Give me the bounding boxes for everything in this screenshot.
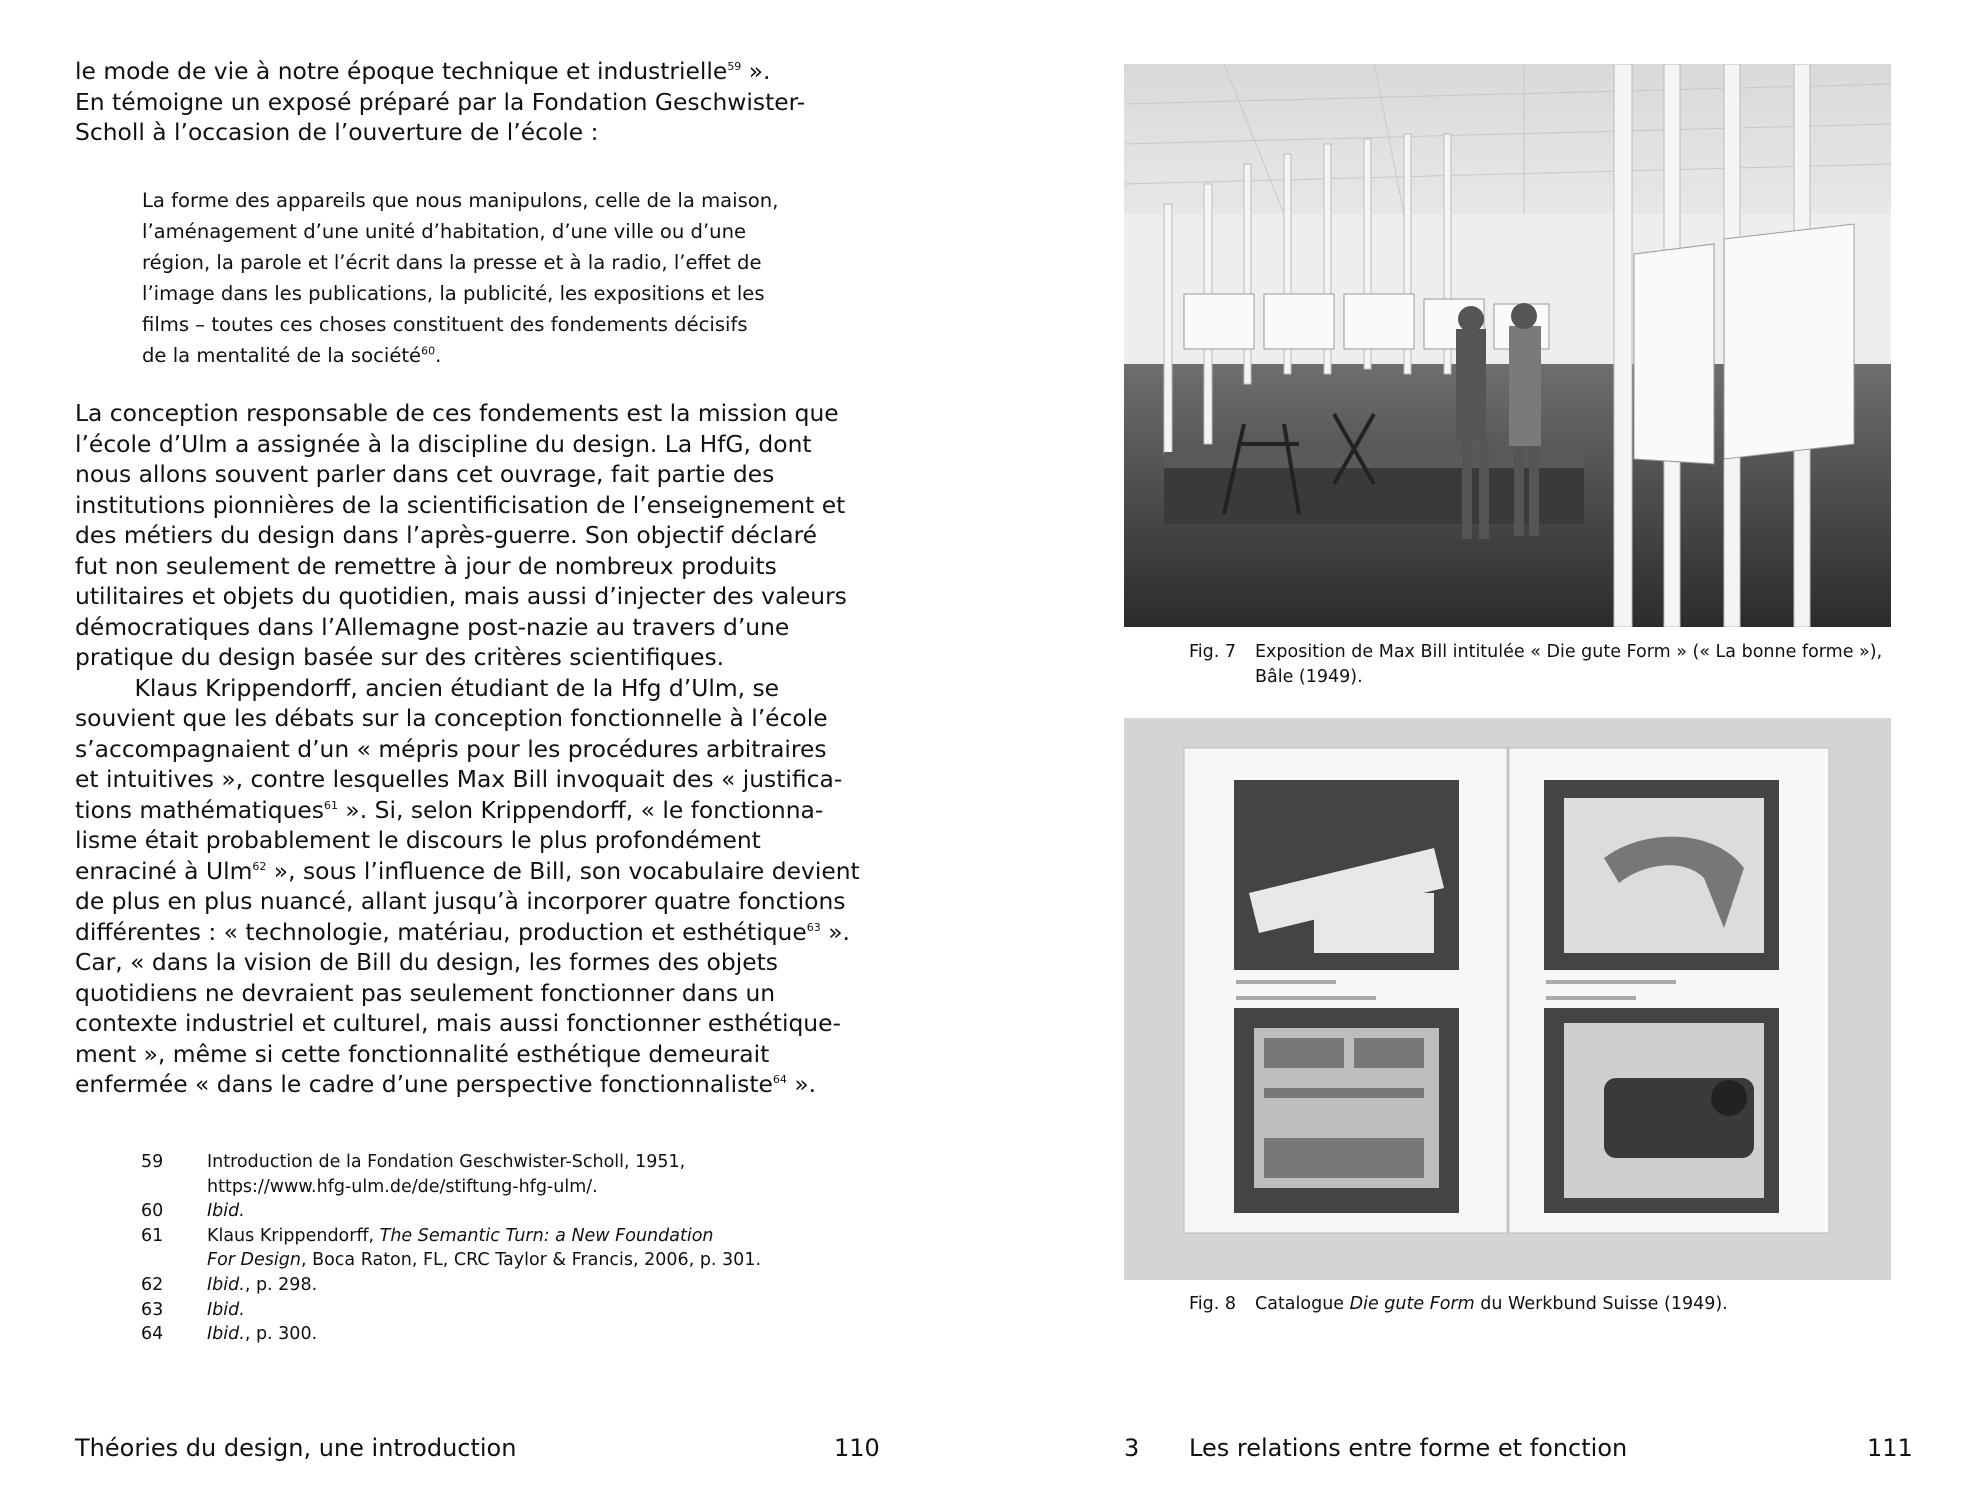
- footnote: 63 Ibid.: [141, 1298, 841, 1323]
- exhibition-photo-illustration: [1124, 64, 1891, 627]
- text-line: lisme était probablement le discours le plus profondément: [75, 826, 761, 854]
- quote-line: l’image dans les publications, la publicité, les expositions et les: [142, 282, 765, 305]
- text-line: souvient que les débats sur la conception fonctionnelle à l’école: [75, 704, 828, 732]
- figure-caption: Fig. 8 Catalogue Die gute Form du Werkbund Suisse (1949).: [1189, 1292, 1728, 1317]
- quote-line: région, la parole et l’écrit dans la presse et à la radio, l’effet de: [142, 251, 762, 274]
- footnote: 64 Ibid., p. 300.: [141, 1322, 841, 1347]
- text-line: Klaus Krippendorff, ancien étudiant de la Hfg d’Ulm, se: [75, 673, 780, 702]
- text-line: La conception responsable de ces fondements est la mission que: [75, 399, 839, 427]
- figure-caption-continuation: [1189, 665, 1363, 690]
- catalogue-photo: [1124, 718, 1891, 1280]
- figure-label: Fig. 8: [1189, 1294, 1237, 1314]
- footnote-ref[interactable]: 62: [252, 859, 267, 873]
- text-line: enfermée « dans le cadre d’une perspective fonctionnaliste$^{64}$ ».: [75, 1070, 817, 1098]
- text-line: pratique du design basée sur des critères scientifiques.: [75, 643, 725, 671]
- footnote-link[interactable]: https://www.hfg-ulm.de/de/stiftung-hfg-ulm/.: [207, 1176, 598, 1197]
- text-line: démocratiques dans l’Allemagne post-nazie au travers d’une: [75, 612, 790, 641]
- quote-line: de la mentalité de la société$^{60}$.: [142, 344, 442, 367]
- exhibition-photo: [1124, 64, 1891, 627]
- quote-line: films – toutes ces choses constituent des fondements décisifs: [142, 313, 748, 336]
- running-title: Théories du design, une introduction: [75, 1434, 517, 1462]
- chapter-number: 3: [1124, 1434, 1140, 1462]
- text-line: le mode de vie à notre époque technique et industrielle$^{59}$ ».: [75, 57, 771, 85]
- footnote: 60 Ibid.: [141, 1199, 841, 1224]
- footnote: 61 Klaus Krippendorff, The Semantic Turn: a New Foundation: [141, 1224, 841, 1249]
- text-line: ment », même si cette fonctionnalité esthétique demeurait: [75, 1039, 770, 1068]
- footnote-number: 63: [141, 1299, 164, 1320]
- intro-paragraph: [75, 56, 875, 148]
- footnotes: [141, 1150, 841, 1347]
- footnote-number: 59: [141, 1152, 164, 1172]
- text-line: et intuitives », contre lesquelles Max Bill invoquait des « justifica-: [75, 765, 843, 793]
- quote-line: l’aménagement d’une unité d’habitation, d’une ville ou d’une: [142, 220, 747, 243]
- footnote-number: 61: [141, 1225, 164, 1246]
- text-line: l’école d’Ulm a assignée à la discipline du design. La HfG, dont: [75, 429, 812, 458]
- page-number: 111: [1867, 1434, 1913, 1462]
- catalogue-photo-illustration: [1124, 718, 1891, 1280]
- text-line: enraciné à Ulm$^{62}$ », sous l’influence de Bill, son vocabulaire devient: [75, 856, 860, 885]
- footnote-ref[interactable]: 61: [323, 798, 338, 812]
- block-quote: [142, 185, 842, 371]
- text-line: Scholl à l’occasion de l’ouverture de l’école :: [75, 118, 599, 146]
- text-line: contexte industriel et culturel, mais aussi fonctionner esthétique-: [75, 1009, 841, 1037]
- text-line: institutions pionnières de la scientificisation de l’enseignement et: [75, 490, 846, 519]
- text-line: fut non seulement de remettre à jour de nombreux produits: [75, 551, 777, 580]
- figure-caption: [1189, 640, 1882, 665]
- footnote-number: 60: [141, 1201, 164, 1222]
- caption-text: Exposition de Max Bill intitulée « Die gute Form » (« La bonne forme »),: [1255, 642, 1883, 662]
- figure-label: Fig. 7: [1189, 642, 1237, 662]
- right-page: [984, 0, 1968, 1496]
- text-line: tions mathématiques$^{61}$ ». Si, selon Krippendorff, « le fonctionna-: [75, 795, 824, 824]
- footnote: 62 Ibid., p. 298.: [141, 1273, 841, 1298]
- text-line: Car, « dans la vision de Bill du design, les formes des objets: [75, 948, 778, 976]
- footnote-ref[interactable]: 60: [421, 344, 436, 358]
- text-line: quotidiens ne devraient pas seulement fonctionner dans un: [75, 978, 776, 1007]
- text-line: de plus en plus nuancé, allant jusqu’à incorporer quatre fonctions: [75, 887, 846, 915]
- footnote-number: 64: [141, 1324, 164, 1345]
- page-number: 110: [834, 1434, 880, 1462]
- text-line: des métiers du design dans l’après-guerre. Son objectif déclaré: [75, 521, 818, 549]
- footnote-ref[interactable]: 63: [806, 920, 821, 934]
- footnote-number: 62: [141, 1274, 164, 1295]
- quote-line: La forme des appareils que nous manipulons, celle de la maison,: [142, 189, 779, 212]
- footnote-ref[interactable]: 59: [727, 60, 742, 74]
- running-title: Les relations entre forme et fonction: [1189, 1434, 1628, 1462]
- text-line: s’accompagnaient d’un « mépris pour les procédures arbitraires: [75, 734, 827, 763]
- footnote-continuation: [141, 1175, 841, 1200]
- text-line: En témoigne un exposé préparé par la Fondation Geschwister-: [75, 87, 806, 116]
- body-text: [75, 398, 875, 1100]
- footnote: [141, 1150, 841, 1175]
- text-line: différentes : « technologie, matériau, production et esthétique$^{63}$ ».: [75, 917, 850, 946]
- footnote-ref[interactable]: 64: [772, 1073, 787, 1087]
- text-line: utilitaires et objets du quotidien, mais aussi d’injecter des valeurs: [75, 582, 847, 610]
- footnote-continuation: For Design, Boca Raton, FL, CRC Taylor & Francis, 2006, p. 301.: [207, 1250, 762, 1271]
- caption-text: Bâle (1949).: [1255, 667, 1363, 687]
- footnote-text: Introduction de la Fondation Geschwister-Scholl, 1951,: [207, 1152, 686, 1172]
- text-line: nous allons souvent parler dans cet ouvrage, fait partie des: [75, 460, 775, 488]
